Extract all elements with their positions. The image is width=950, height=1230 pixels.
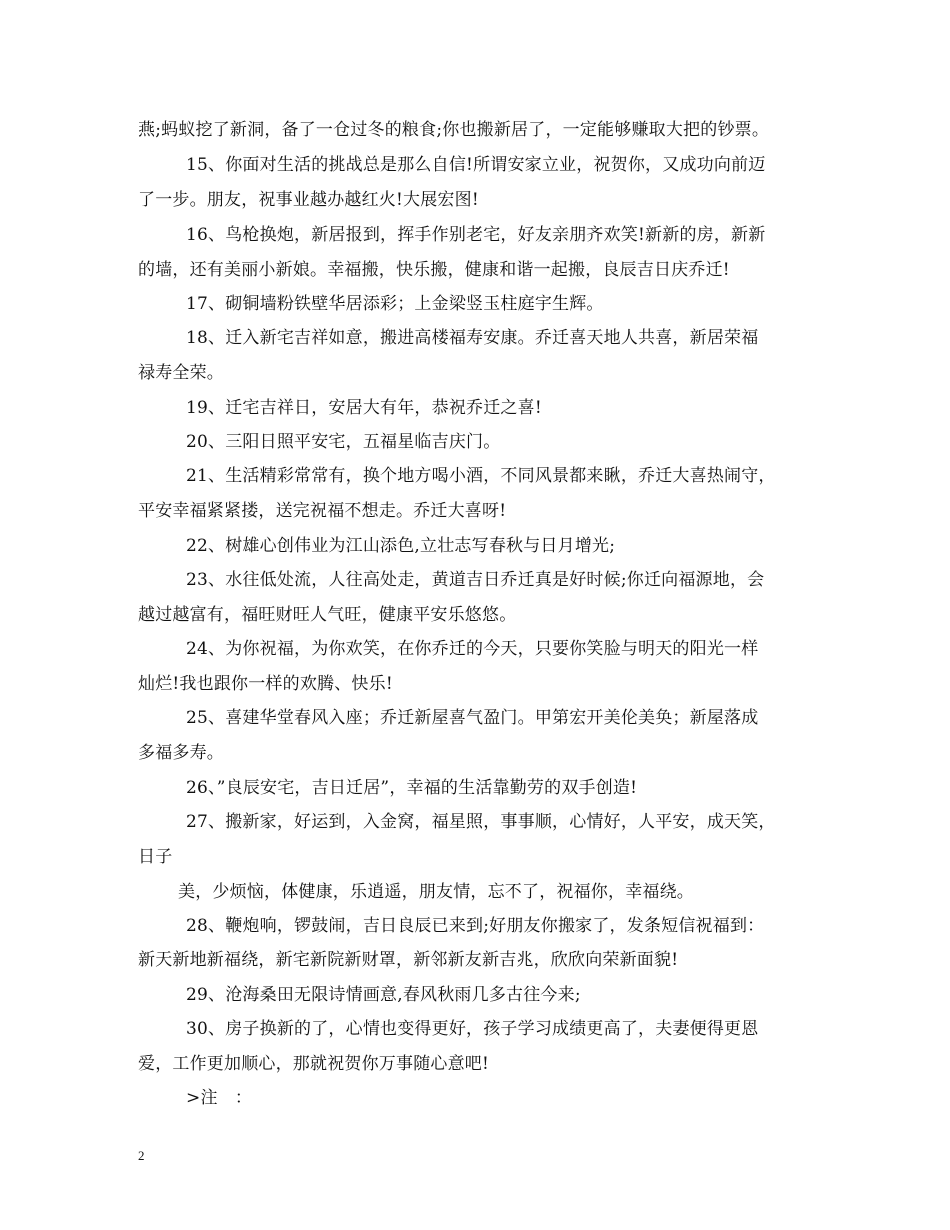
text-line: 27、搬新家，好运到，入金窝，福星照，事事顺，心情好，人平安，成天笑， <box>186 812 776 832</box>
text-line: 16、鸟枪换炮，新居报到，挥手作别老宅，好友亲朋齐欢笑!新新的房，新新 <box>186 225 766 245</box>
text-line: 23、水往低处流，人往高处走，黄道吉日乔迁真是好时候;你迁向福源地，会 <box>186 570 765 590</box>
text-line: 30、房子换新的了，心情也变得更好，孩子学习成绩更高了，夫妻便得更恩 <box>186 1019 759 1039</box>
text-line: 多福多寿。 <box>138 743 224 763</box>
text-line: 25、喜建华堂春风入座；乔迁新屋喜气盈门。甲第宏开美伦美奂；新屋落成 <box>186 708 759 728</box>
text-line: 19、迁宅吉祥日，安居大有年，恭祝乔迁之喜! <box>186 398 542 418</box>
text-line: 21、生活精彩常常有，换个地方喝小酒，不同风景都来瞅，乔迁大喜热闹守， <box>186 466 776 486</box>
text-line: 了一步。朋友，祝事业越办越红火!大展宏图! <box>138 190 479 210</box>
text-line: 28、鞭炮响，锣鼓闹，吉日良辰已来到;好朋友你搬家了，发条短信祝福到： <box>186 916 765 936</box>
text-line: 29、沧海桑田无限诗情画意,春风秋雨几多古往今来; <box>186 985 581 1005</box>
text-line: 禄寿全荣。 <box>138 363 224 383</box>
text-line: 越过越富有，福旺财旺人气旺，健康平安乐悠悠。 <box>138 605 517 625</box>
text-line: 15、你面对生活的挑战总是那么自信!所谓安家立业，祝贺你，又成功向前迈 <box>186 155 766 175</box>
text-line: 26、”良辰安宅，吉日迁居”，幸福的生活靠勤劳的双手创造! <box>186 778 638 798</box>
text-line: 20、三阳日照平安宅，五福星临吉庆门。 <box>186 432 501 452</box>
text-line: 17、砌铜墙粉铁壁华居添彩；上金梁竖玉柱庭宇生辉。 <box>186 294 604 314</box>
text-line: 18、迁入新宅吉祥如意，搬进高楼福寿安康。乔迁喜天地人共喜，新居荣福 <box>186 328 759 348</box>
text-line: 24、为你祝福，为你欢笑，在你乔迁的今天，只要你笑脸与明天的阳光一样 <box>186 639 759 659</box>
page-number: 2 <box>138 1148 145 1163</box>
text-line: 日子 <box>138 847 173 867</box>
text-line: 新天新地新福绕，新宅新院新财罩，新邻新友新吉兆，欣欣向荣新面貌! <box>138 950 679 970</box>
text-line: 22、树雄心创伟业为江山添色,立壮志写春秋与日月增光; <box>186 536 616 556</box>
text-line: 爱，工作更加顺心，那就祝贺你万事随心意吧! <box>138 1054 490 1074</box>
text-line: 燕;蚂蚁挖了新洞，备了一仓过冬的粮食;你也搬新居了，一定能够赚取大把的钞票。 <box>138 120 770 140</box>
text-line: 美，少烦恼，体健康，乐逍遥，朋友情，忘不了，祝福你，幸福绕。 <box>178 882 694 902</box>
text-line: 灿烂!我也跟你一样的欢腾、快乐! <box>138 674 393 694</box>
note-line: >注 ： <box>186 1088 253 1108</box>
text-line: 的墙，还有美丽小新娘。幸福搬，快乐搬，健康和谐一起搬，良辰吉日庆乔迁! <box>138 260 730 280</box>
text-line: 平安幸福紧紧搂，送完祝福不想走。乔迁大喜呀! <box>138 501 507 521</box>
